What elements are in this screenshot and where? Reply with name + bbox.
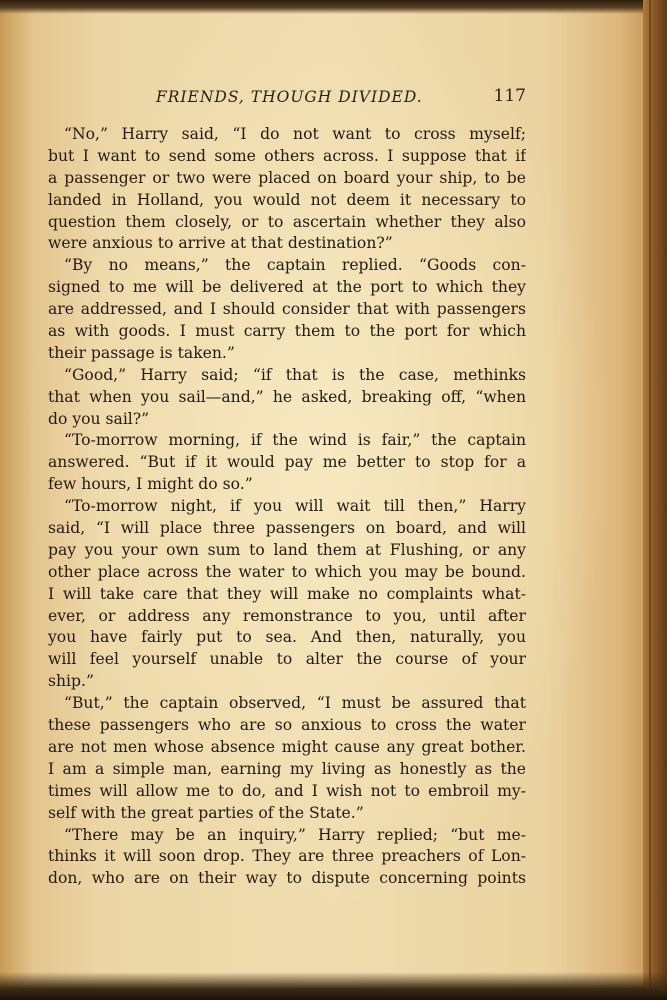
text-line: “Good,” Harry said; “if that is the case, methinks bbox=[64, 365, 526, 384]
text-line: signed to me will be delivered at the port to which they bbox=[48, 278, 526, 297]
text-line: a passenger or two were placed on board your ship, to be bbox=[48, 168, 526, 187]
text-line: will feel yourself unable to alter the course of your bbox=[48, 650, 526, 669]
text-line: question them closely, or to ascertain whether they also bbox=[48, 212, 526, 231]
text-line: but I want to send some others across. I suppose that if bbox=[48, 146, 526, 165]
text-line: as with goods. I must carry them to the port for which bbox=[48, 322, 526, 341]
text-line: do you sail?” bbox=[48, 409, 150, 428]
text-line: answered. “But if it would pay me better to stop for a bbox=[48, 453, 526, 472]
body-text bbox=[48, 124, 526, 890]
running-title: FRIENDS, THOUGH DIVIDED. bbox=[156, 88, 423, 106]
text-line: “But,” the captain observed, “I must be assured that bbox=[64, 694, 526, 713]
page-header bbox=[48, 86, 526, 110]
text-line: other place across the water to which you may be bound. bbox=[48, 562, 526, 581]
text-line: pay you your own sum to land them at Flushing, or any bbox=[48, 540, 526, 559]
text-line: I will take care that they will make no complaints what- bbox=[48, 584, 526, 603]
text-line: ever, or address any remonstrance to you, until after bbox=[48, 606, 526, 625]
text-line: “To-morrow morning, if the wind is fair,” the captain bbox=[64, 431, 526, 450]
text-line: are addressed, and I should consider that with passengers bbox=[48, 300, 526, 319]
text-line: I am a simple man, earning my living as honestly as the bbox=[48, 759, 526, 778]
text-line: that when you sail—and,” he asked, breaking off, “when bbox=[48, 387, 526, 406]
text-line: were anxious to arrive at that destination?” bbox=[48, 234, 393, 253]
text-line: “By no means,” the captain replied. “Goods con- bbox=[64, 256, 526, 275]
text-line: “There may be an inquiry,” Harry replied; “but me- bbox=[64, 825, 526, 844]
text-line: these passengers who are so anxious to cross the water bbox=[48, 716, 526, 735]
text-line: “No,” Harry said, “I do not want to cross myself; bbox=[64, 125, 526, 143]
text-line: landed in Holland, you would not deem it necessary to bbox=[48, 190, 526, 209]
text-line: few hours, I might do so.” bbox=[48, 475, 253, 494]
page-number: 117 bbox=[493, 86, 526, 106]
text-line: thinks it will soon drop. They are three preachers of Lon- bbox=[48, 847, 526, 866]
text-line: are not men whose absence might cause any great bother. bbox=[48, 737, 526, 756]
book-binding-edge bbox=[643, 0, 667, 1000]
text-line: times will allow me to do, and I wish not to embroil my- bbox=[48, 781, 526, 800]
text-line: said, “I will place three passengers on board, and will bbox=[48, 519, 526, 538]
text-line: don, who are on their way to dispute concerning points bbox=[48, 869, 526, 888]
text-line: ship.” bbox=[48, 672, 94, 691]
text-line: self with the great parties of the State.” bbox=[48, 803, 364, 822]
text-line: “To-morrow night, if you will wait till then,” Harry bbox=[64, 497, 526, 516]
text-line: their passage is taken.” bbox=[48, 343, 235, 362]
text-line: you have fairly put to sea. And then, naturally, you bbox=[48, 628, 526, 647]
